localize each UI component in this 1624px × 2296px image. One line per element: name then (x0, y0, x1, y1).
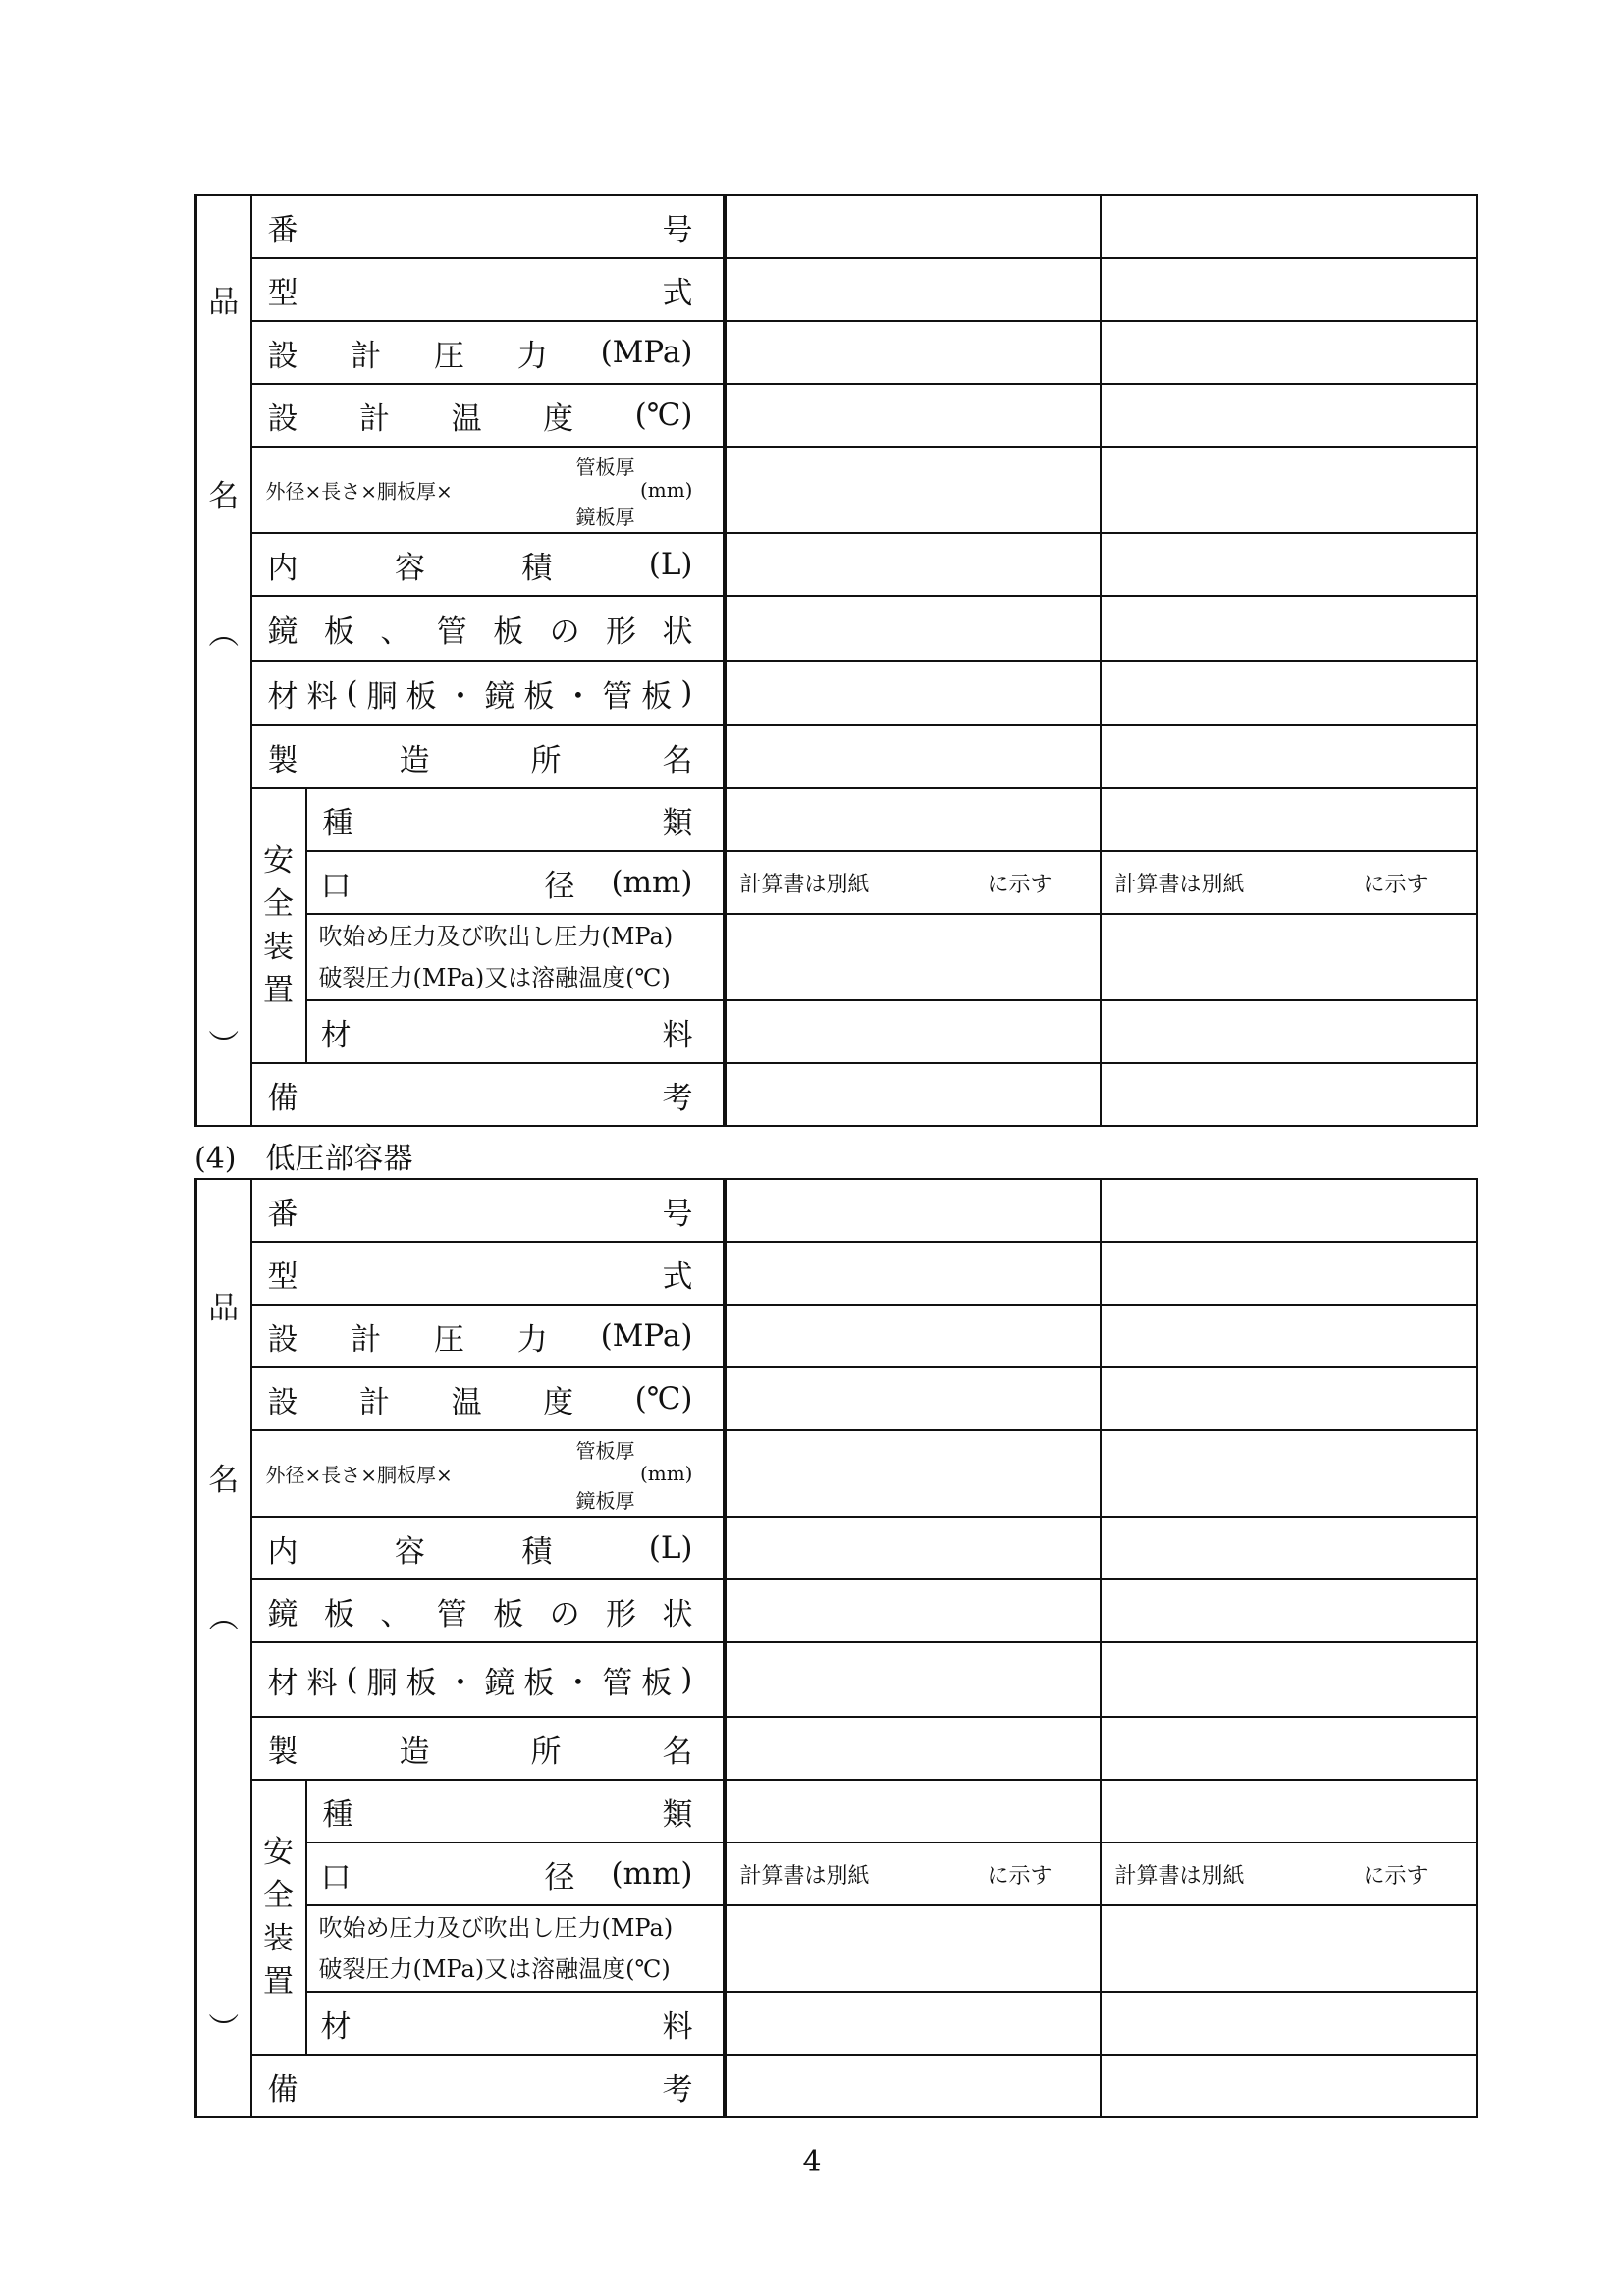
input-model-1[interactable] (725, 1242, 1101, 1305)
input-safety-bore-1[interactable] (725, 851, 1101, 914)
input-volume-1[interactable] (725, 1517, 1101, 1579)
input-volume-1[interactable] (725, 533, 1101, 596)
input-shape-1[interactable] (725, 596, 1101, 661)
input-remarks-1[interactable] (725, 1063, 1101, 1126)
input-dimensions-2[interactable] (1101, 447, 1477, 533)
vessel-spec-table-1 (194, 194, 1478, 1127)
calc-note-left: 計算書は別紙 (1114, 1863, 1245, 1889)
row-label-safety-material: 材 料 (306, 1000, 725, 1063)
input-safety-pressure-1[interactable] (725, 914, 1101, 1000)
row-label-number: 番 号 (251, 195, 725, 258)
row-label-safety-pressure: 吹始め圧力及び吹出し圧力(MPa) 破裂圧力(MPa)又は溶融温度(℃) (306, 1905, 725, 1992)
input-volume-2[interactable] (1101, 533, 1477, 596)
calc-note-right: に示す (987, 1863, 1053, 1889)
label-hin: 品 (208, 1291, 240, 1326)
input-model-2[interactable] (1101, 1242, 1477, 1305)
input-dimensions-2[interactable] (1101, 1430, 1477, 1517)
input-shape-2[interactable] (1101, 596, 1477, 661)
input-shape-2[interactable] (1101, 1579, 1477, 1642)
input-dimensions-1[interactable] (725, 447, 1101, 533)
input-safety-bore-1[interactable] (725, 1842, 1101, 1905)
input-maker-2[interactable] (1101, 725, 1477, 788)
row-label-volume: 内 容 積 (L) (251, 1517, 725, 1579)
input-temperature-2[interactable] (1101, 1367, 1477, 1430)
input-safety-material-1[interactable] (725, 1992, 1101, 2055)
input-pressure-2[interactable] (1101, 1305, 1477, 1367)
input-remarks-2[interactable] (1101, 2055, 1477, 2117)
row-label-safety-type: 種 類 (306, 788, 725, 851)
vertical-label-column (196, 195, 251, 1126)
input-safety-pressure-2[interactable] (1101, 914, 1477, 1000)
row-label-pressure: 設 計 圧 力 (MPa) (251, 1305, 725, 1367)
label-paren-open: ︵ (208, 616, 240, 652)
input-safety-pressure-1[interactable] (725, 1905, 1101, 1992)
input-maker-1[interactable] (725, 725, 1101, 788)
input-pressure-2[interactable] (1101, 321, 1477, 384)
label-mei: 名 (208, 479, 240, 514)
row-label-dimensions: 外径×長さ×胴板厚× 鏡板厚 管板厚 (mm) (251, 447, 725, 533)
vertical-label-column (196, 1179, 251, 2117)
input-temperature-1[interactable] (725, 384, 1101, 447)
safety-device-label: 安 全 装 置 (251, 788, 306, 1063)
row-label-shape: 鏡 板 、 管 板 の 形 状 (251, 1579, 725, 1642)
row-label-material: 材 料 ( 胴 板 ・ 鏡 板 ・ 管 板 ) (251, 661, 725, 725)
input-pressure-1[interactable] (725, 321, 1101, 384)
input-number-2[interactable] (1101, 195, 1477, 258)
row-label-maker: 製 造 所 名 (251, 725, 725, 788)
input-remarks-2[interactable] (1101, 1063, 1477, 1126)
vessel-spec-table-2 (194, 1178, 1478, 2118)
input-number-1[interactable] (725, 1179, 1101, 1242)
input-safety-bore-2[interactable] (1101, 851, 1477, 914)
input-maker-1[interactable] (725, 1717, 1101, 1780)
input-material-1[interactable] (725, 1642, 1101, 1717)
row-label-remarks: 備 考 (251, 1063, 725, 1126)
input-number-2[interactable] (1101, 1179, 1477, 1242)
row-label-safety-bore: 口 径 (mm) (306, 1842, 725, 1905)
input-dimensions-1[interactable] (725, 1430, 1101, 1517)
input-safety-type-2[interactable] (1101, 788, 1477, 851)
calc-note-right: に示す (1363, 872, 1429, 897)
input-remarks-1[interactable] (725, 2055, 1101, 2117)
section-title: (4) 低圧部容器 (194, 1142, 413, 1176)
row-label-shape: 鏡 板 、 管 板 の 形 状 (251, 596, 725, 661)
input-material-2[interactable] (1101, 1642, 1477, 1717)
input-safety-bore-2[interactable] (1101, 1842, 1477, 1905)
row-label-volume: 内 容 積 (L) (251, 533, 725, 596)
row-label-model: 型 式 (251, 258, 725, 321)
calc-note-left: 計算書は別紙 (1114, 872, 1245, 897)
row-label-temperature: 設 計 温 度 (℃) (251, 384, 725, 447)
row-label-safety-pressure: 吹始め圧力及び吹出し圧力(MPa) 破裂圧力(MPa)又は溶融温度(℃) (306, 914, 725, 1000)
row-label-remarks: 備 考 (251, 2055, 725, 2117)
input-shape-1[interactable] (725, 1579, 1101, 1642)
row-label-material: 材 料 ( 胴 板 ・ 鏡 板 ・ 管 板 ) (251, 1642, 725, 1717)
label-mei: 名 (208, 1463, 240, 1498)
calc-note-right: に示す (987, 872, 1053, 897)
label-hin: 品 (208, 285, 240, 320)
input-safety-material-2[interactable] (1101, 1000, 1477, 1063)
row-label-number: 番 号 (251, 1179, 725, 1242)
input-maker-2[interactable] (1101, 1717, 1477, 1780)
row-label-safety-material: 材 料 (306, 1992, 725, 2055)
calc-note-left: 計算書は別紙 (739, 872, 870, 897)
input-safety-material-1[interactable] (725, 1000, 1101, 1063)
row-label-maker: 製 造 所 名 (251, 1717, 725, 1780)
input-safety-type-2[interactable] (1101, 1780, 1477, 1842)
row-label-pressure: 設 計 圧 力 (MPa) (251, 321, 725, 384)
input-safety-material-2[interactable] (1101, 1992, 1477, 2055)
row-label-safety-bore: 口 径 (mm) (306, 851, 725, 914)
row-label-safety-type: 種 類 (306, 1780, 725, 1842)
label-paren-close: ︶ (208, 1029, 240, 1064)
input-safety-type-1[interactable] (725, 1780, 1101, 1842)
row-label-dimensions: 外径×長さ×胴板厚× 鏡板厚 管板厚 (mm) (251, 1430, 725, 1517)
input-safety-type-1[interactable] (725, 788, 1101, 851)
input-number-1[interactable] (725, 195, 1101, 258)
label-paren-open: ︵ (208, 1600, 240, 1635)
row-label-temperature: 設 計 温 度 (℃) (251, 1367, 725, 1430)
safety-device-label: 安 全 装 置 (251, 1780, 306, 2055)
input-model-2[interactable] (1101, 258, 1477, 321)
input-volume-2[interactable] (1101, 1517, 1477, 1579)
input-temperature-1[interactable] (725, 1367, 1101, 1430)
input-material-1[interactable] (725, 661, 1101, 725)
input-safety-pressure-2[interactable] (1101, 1905, 1477, 1992)
row-label-model: 型 式 (251, 1242, 725, 1305)
label-paren-close: ︶ (208, 2012, 240, 2048)
calc-note-left: 計算書は別紙 (739, 1863, 870, 1889)
input-model-1[interactable] (725, 258, 1101, 321)
input-material-2[interactable] (1101, 661, 1477, 725)
page-number: 4 (802, 2145, 822, 2179)
calc-note-right: に示す (1363, 1863, 1429, 1889)
input-pressure-1[interactable] (725, 1305, 1101, 1367)
input-temperature-2[interactable] (1101, 384, 1477, 447)
